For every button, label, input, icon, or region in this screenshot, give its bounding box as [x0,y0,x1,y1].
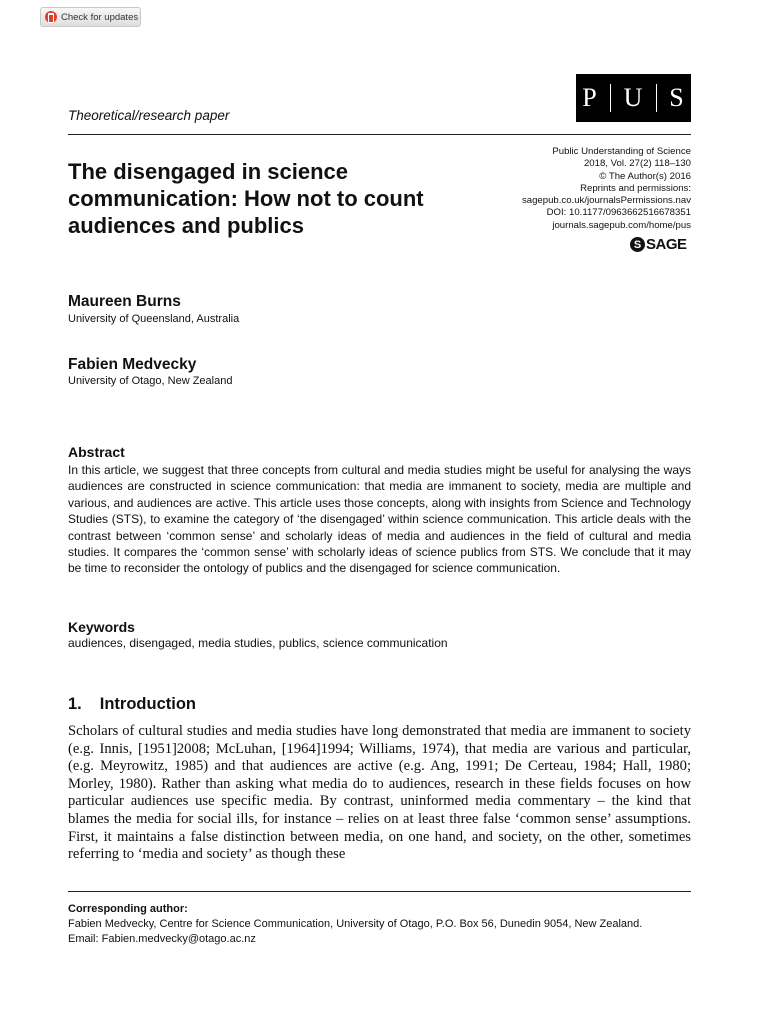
reprints-label: Reprints and permissions: [580,182,691,194]
check-for-updates-button[interactable] [40,7,141,27]
paper-type: Theoretical/research paper [68,108,230,123]
author-name: Maureen Burns [68,293,181,310]
introduction-text: Scholars of cultural studies and media studies have long demonstrated that media are immanent to society (e.g. Innis, [1951]2008; McLuhan, [1964]1994; Williams, 1974), that media are various and particular, (e.g. Meyrowitz, 1985) and that audiences are active (e.g. Ang, 1991; De Certeau, 1984; Hall, 1980; Morley, 1980). Rather than asking what media do to audiences, research in these fields focuses on how particular audiences use specific media. By contrast, uninformed media commentary – the kind that blames the media for social ills, for instance – relies on at least three false ‘common sense’ assumptions. First, it maintains a false distinction between media, on one hand, and society, on the other, sometimes referring to ‘media and society’ as though these [68,723,691,863]
keywords-heading: Keywords [68,619,135,635]
article-title: The disengaged in science communication: How not to count audiences and publics [68,159,424,238]
section-number: 1. [68,695,82,713]
journal-meta [522,146,691,232]
logo-letter-p: P [582,83,598,112]
logo-separator [610,84,611,112]
doi[interactable]: DOI: 10.1177/0963662516678351 [546,207,691,219]
abstract-text: In this article, we suggest that three concepts from cultural and media studies might be useful for analysing the ways audiences are constructed in science communication: that media are immanent to society, media are multiple and various, and audiences are active. This article uses those concepts, along with insights from Science and Technology Studies (STS), to examine the category of ‘the disengaged’ within science communication. This article deals with the contrast between ‘common sense’ and scholarly ideas of media and audiences in the field of cultural and media studies. It compares the ‘common sense’ with scholarly ideas of science publics from STS. We conclude that it may be time to reconsider the ontology of publics and the disengaged for science communication. [68,463,691,576]
corresponding-author-address: Fabien Medvecky, Centre for Science Communication, University of Otago, P.O. Box 56, Dunedin 9054, New Zealand. [68,918,643,930]
footnote-divider [68,891,691,892]
keywords-text: audiences, disengaged, media studies, publics, science communication [68,636,448,650]
abstract-heading: Abstract [68,444,125,460]
bookmark-icon [45,11,57,23]
permissions-link[interactable]: sagepub.co.uk/journalsPermissions.nav [521,195,691,207]
corresponding-author-email[interactable]: Email: Fabien.medvecky@otago.ac.nz [68,933,256,945]
publisher-name: SAGE [646,236,687,253]
journal-name: Public Understanding of Science [552,146,691,157]
logo-separator [656,84,657,112]
sage-s-icon: S [630,237,645,252]
journal-logo [576,74,691,122]
logo-letter-u: U [623,83,644,112]
check-for-updates-label: Check for updates [61,11,139,23]
journal-homepage-link[interactable]: journals.sagepub.com/home/pus [552,219,691,231]
author-affiliation: University of Queensland, Australia [68,313,240,325]
author-affiliation: University of Otago, New Zealand [68,375,233,387]
journal-volume: 2018, Vol. 27(2) 118–130 [583,158,691,170]
copyright: © The Author(s) 2016 [599,170,691,182]
logo-letter-s: S [669,83,685,112]
author-name: Fabien Medvecky [68,356,197,373]
introduction-heading [68,695,196,714]
section-title: Introduction [99,695,196,713]
corresponding-author-heading: Corresponding author: [68,903,188,915]
header-divider [68,134,691,135]
publisher-logo [630,236,687,253]
